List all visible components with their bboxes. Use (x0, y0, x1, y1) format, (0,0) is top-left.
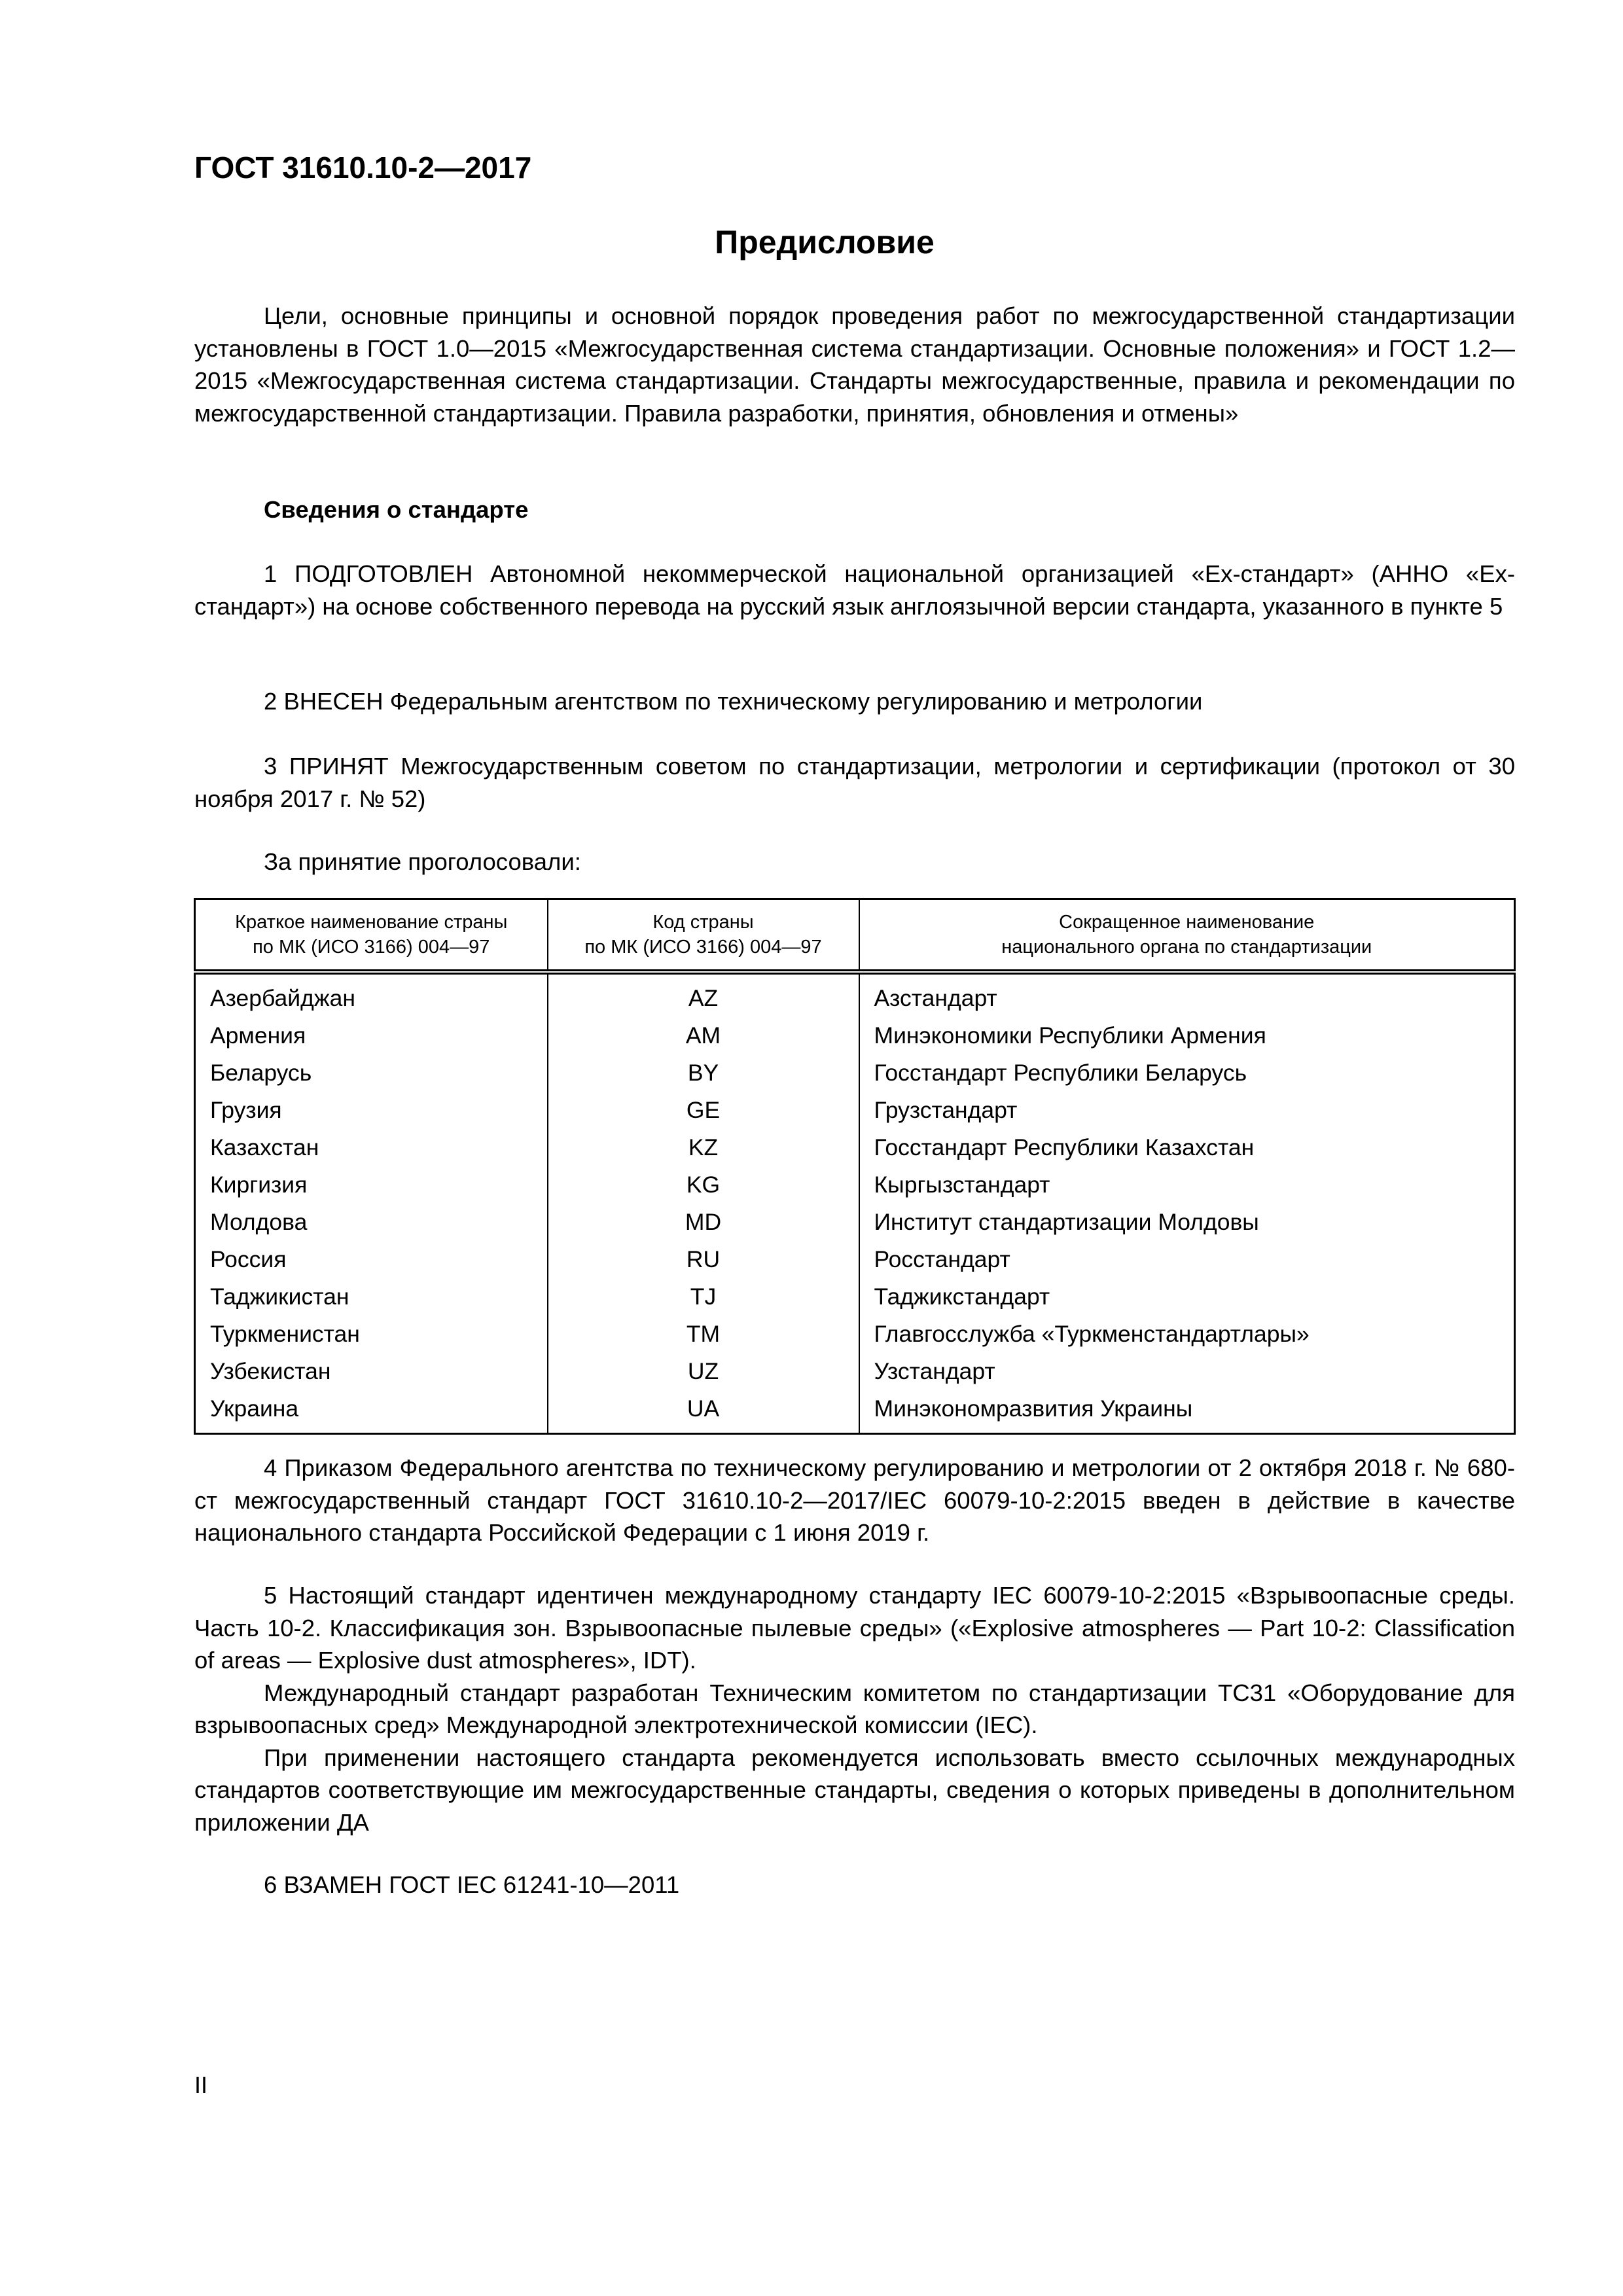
header-country-code: Код страны по МК (ИСО 3166) 004—97 (548, 899, 859, 973)
body-cell: Таджикстандарт (859, 1278, 1515, 1316)
country-cell: Азербайджан (195, 972, 548, 1017)
code-cell: BY (548, 1054, 859, 1092)
vote-table-container (194, 898, 1516, 1435)
body-cell: Кыргызстандарт (859, 1166, 1515, 1204)
body-cell: Главгосслужба «Туркменстандартлары» (859, 1316, 1515, 1353)
body-cell: Минэкономики Республики Армения (859, 1017, 1515, 1054)
item-1-block (194, 558, 1515, 622)
item-4-block (194, 1452, 1515, 1549)
item-2-block (194, 685, 1515, 718)
intro-section (194, 300, 1515, 429)
standard-info-heading-block (194, 493, 1515, 526)
page-title: Предисловие (715, 224, 935, 260)
country-cell: Таджикистан (195, 1278, 548, 1316)
table-row (195, 1316, 1515, 1353)
item-5-block (194, 1579, 1515, 1839)
country-cell: Молдова (195, 1204, 548, 1241)
country-cell: Россия (195, 1241, 548, 1278)
country-cell: Киргизия (195, 1166, 548, 1204)
header-standards-body: Сокращенное наименование национального органа по стандартизации (859, 899, 1515, 973)
page-number: II (194, 2072, 208, 2098)
code-cell: TM (548, 1316, 859, 1353)
section-subheading: Сведения о стандарте (264, 496, 529, 523)
document-header: ГОСТ 31610.10-2—2017 (194, 151, 532, 185)
table-row (195, 1129, 1515, 1166)
item-6-paragraph: 6 ВЗАМЕН ГОСТ IEC 61241-10—2011 (264, 1871, 680, 1898)
table-row (195, 1278, 1515, 1316)
vote-table (194, 898, 1516, 1435)
table-row (195, 1204, 1515, 1241)
code-cell: KG (548, 1166, 859, 1204)
table-row (195, 1166, 1515, 1204)
code-cell: AM (548, 1017, 859, 1054)
country-cell: Узбекистан (195, 1353, 548, 1390)
vote-table-header-row (195, 899, 1515, 973)
code-cell: UZ (548, 1353, 859, 1390)
code-cell: AZ (548, 972, 859, 1017)
table-row (195, 1054, 1515, 1092)
country-cell: Грузия (195, 1092, 548, 1129)
body-cell: Узстандарт (859, 1353, 1515, 1390)
code-cell: MD (548, 1204, 859, 1241)
item-2-paragraph: 2 ВНЕСЕН Федеральным агентством по техническому регулированию и метрологии (264, 688, 1203, 715)
body-cell: Институт стандартизации Молдовы (859, 1204, 1515, 1241)
body-cell: Госстандарт Республики Казахстан (859, 1129, 1515, 1166)
code-cell: UA (548, 1390, 859, 1434)
intro-paragraph: Цели, основные принципы и основной порядок проведения работ по межгосударственной стандартизации установлены в ГОСТ 1.0—2015 «Межгосударственная система стандартизации. Основные положения» и ГОСТ 1.2—2015 «Межгосударственная система стандартизации. Стандарты межгосударственные, правила и рекомендации по межгосударственной стандартизации. Правила разработки, принятия, обновления и отмены» (194, 302, 1515, 427)
item-3-paragraph: 3 ПРИНЯТ Межгосударственным советом по стандартизации, метрологии и сертификации (протокол от 30 ноября 2017 г. № 52) (194, 753, 1515, 812)
table-row (195, 1390, 1515, 1434)
item-1-paragraph: 1 ПОДГОТОВЛЕН Автономной некоммерческой национальной организацией «Ех-стандарт» (АННО «Ех-стандарт») на основе собственного перевода на русский язык англоязычной версии стандарта, указанного в пункте 5 (194, 560, 1515, 620)
code-cell: RU (548, 1241, 859, 1278)
code-cell: KZ (548, 1129, 859, 1166)
header-country-name: Краткое наименование страны по МК (ИСО 3166) 004—97 (195, 899, 548, 973)
body-cell: Минэкономразвития Украины (859, 1390, 1515, 1434)
vote-intro-block (194, 846, 1515, 878)
item-4-paragraph: 4 Приказом Федерального агентства по техническому регулированию и метрологии от 2 октября 2018 г. № 680-ст межгосударственный стандарт ГОСТ 31610.10-2—2017/IEC 60079-10-2:2015 введен в действие в качестве национального стандарта Российской Федерации с 1 июня 2019 г. (194, 1454, 1515, 1546)
body-cell: Азстандарт (859, 972, 1515, 1017)
code-cell: GE (548, 1092, 859, 1129)
body-cell: Грузстандарт (859, 1092, 1515, 1129)
country-cell: Армения (195, 1017, 548, 1054)
country-cell: Казахстан (195, 1129, 548, 1166)
table-row (195, 1353, 1515, 1390)
item-5-paragraph-3: При применении настоящего стандарта рекомендуется использовать вместо ссылочных международных стандартов соответствующие им межгосударственные стандарты, сведения о которых приведены в дополнительном приложении ДА (194, 1744, 1515, 1836)
country-cell: Туркменистан (195, 1316, 548, 1353)
item-5-paragraph-1: 5 Настоящий стандарт идентичен международному стандарту IEC 60079-10-2:2015 «Взрывоопасные среды. Часть 10-2. Классификация зон. Взрывоопасные пылевые среды» («Explosive atmospheres — Part 10-2: Classification of areas — Explosive dust atmospheres», IDT). (194, 1582, 1515, 1674)
body-cell: Росстандарт (859, 1241, 1515, 1278)
item-6-block (194, 1869, 1515, 1901)
item-5-paragraph-2: Международный стандарт разработан Техническим комитетом по стандартизации TC31 «Оборудование для взрывоопасных сред» Международной электротехнической комиссии (IEC). (194, 1679, 1515, 1738)
country-cell: Беларусь (195, 1054, 548, 1092)
table-row (195, 1241, 1515, 1278)
body-cell: Госстандарт Республики Беларусь (859, 1054, 1515, 1092)
table-row (195, 1017, 1515, 1054)
item-3-block (194, 750, 1515, 815)
table-row (195, 1092, 1515, 1129)
country-cell: Украина (195, 1390, 548, 1434)
code-cell: TJ (548, 1278, 859, 1316)
vote-intro-text: За принятие проголосовали: (264, 848, 581, 875)
table-row (195, 972, 1515, 1017)
